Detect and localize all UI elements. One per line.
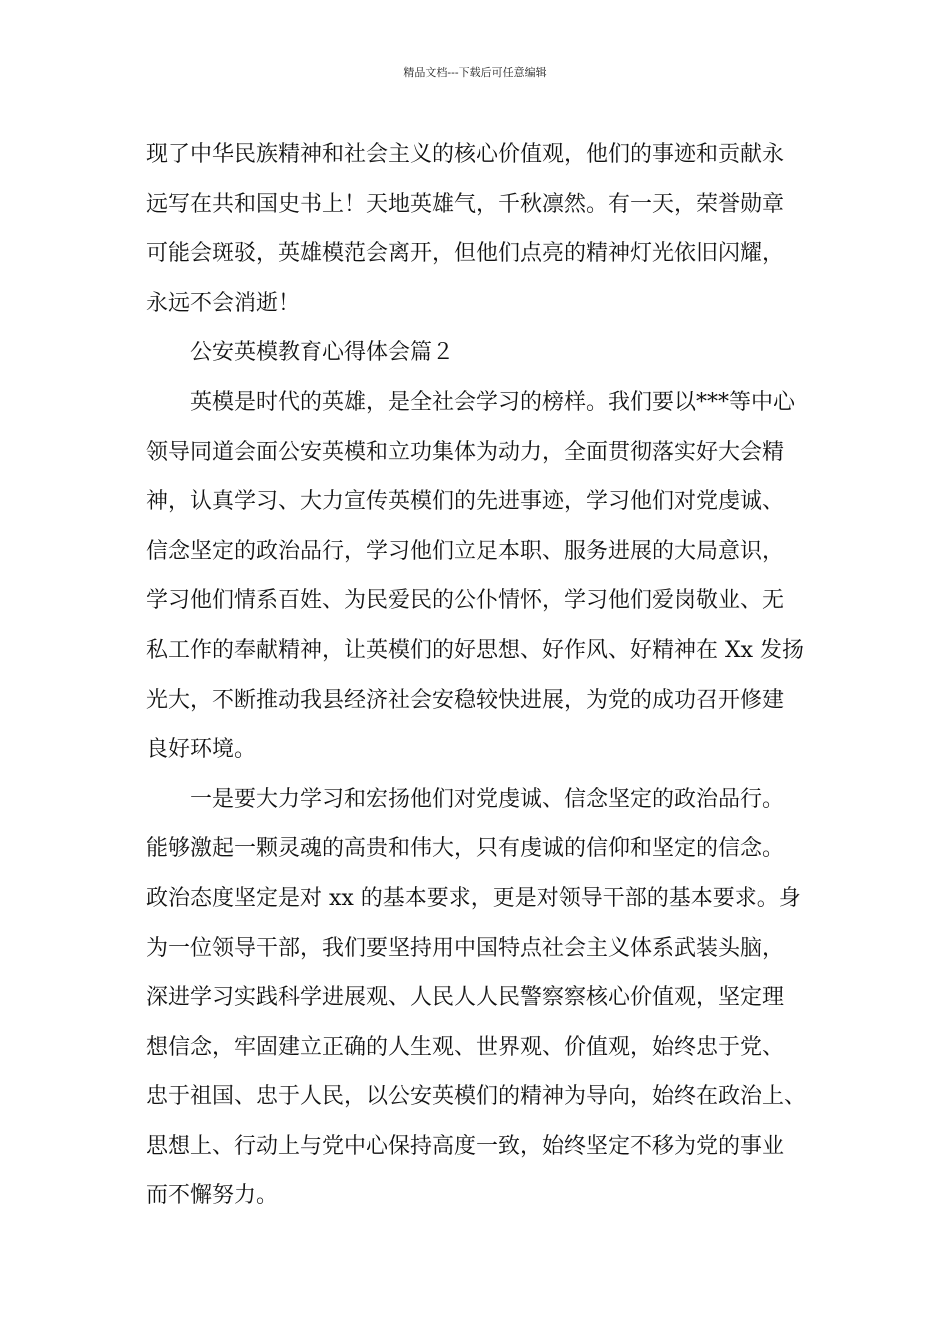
text-line: 英模是时代的英雄，是全社会学习的榜样。我们要以***等中心 <box>190 389 796 415</box>
text-line: 学习他们情系百姓、为民爱民的公仆情怀，学习他们爱岗敬业、无 <box>146 588 785 614</box>
text-line: 远写在共和国史书上！天地英雄气，千秋凛然。有一天，荣誉勋章 <box>146 191 785 217</box>
text-line: 私工作的奉献精神，让英模们的好思想、好作风、好精神在 Xx 发扬 <box>146 637 805 663</box>
text-line: 现了中华民族精神和社会主义的核心价值观，他们的事迹和贡献永 <box>146 142 785 167</box>
text-line: 神，认真学习、大力宣传英模们的先进事迹，学习他们对党虔诚、 <box>146 489 785 515</box>
text-line: 为一位领导干部，我们要坚持用中国特点社会主义体系武装头脑， <box>146 935 785 961</box>
document-body <box>146 130 826 1221</box>
text-line: 信念坚定的政治品行，学习他们立足本职、服务进展的大局意识， <box>146 538 785 564</box>
text-line: 而不懈努力。 <box>146 1183 279 1209</box>
text-line: 能够激起一颗灵魂的高贵和伟大，只有虔诚的信仰和坚定的信念。 <box>146 836 785 862</box>
text-line: 领导同道会面公安英模和立功集体为动力，全面贯彻落实好大会精 <box>146 439 785 465</box>
text-line: 政治态度坚定是对 xx 的基本要求，更是对领导干部的基本要求。身 <box>146 885 801 911</box>
text-line: 光大，不断推动我县经济社会安稳较快进展，为党的成功召开修建 <box>146 687 785 713</box>
text-line: 想信念，牢固建立正确的人生观、世界观、价值观，始终忠于党、 <box>146 1034 785 1060</box>
text-line: 一是要大力学习和宏扬他们对党虔诚、信念坚定的政治品行。 <box>190 786 785 812</box>
text-line: 永远不会消逝！ <box>146 290 301 316</box>
text-line: 忠于祖国、忠于人民，以公安英模们的精神为导向，始终在政治上、 <box>146 1084 807 1110</box>
section-heading: 公安英模教育心得体会篇２ <box>190 340 455 366</box>
text-line: 可能会斑驳，英雄模范会离开，但他们点亮的精神灯光依旧闪耀， <box>146 241 785 267</box>
text-line: 深进学习实践科学进展观、人民人人民警察察核心价值观，坚定理 <box>146 985 785 1011</box>
page-header: 精品文档---下载后可任意编辑 <box>403 66 547 79</box>
text-line: 思想上、行动上与党中心保持高度一致，始终坚定不移为党的事业 <box>146 1133 785 1159</box>
text-line: 良好环境。 <box>146 737 257 763</box>
